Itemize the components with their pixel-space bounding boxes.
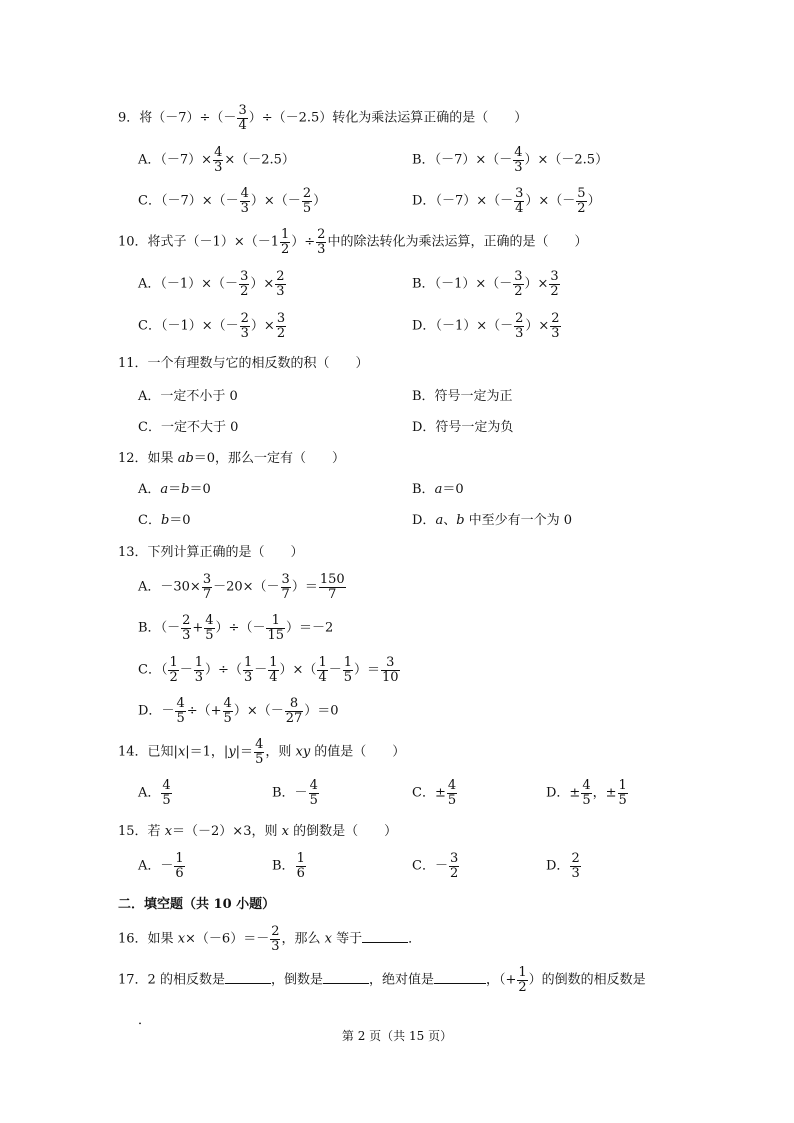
q14-option-a[interactable]: A． $\frac{4}{5}$ [138,778,171,808]
q10-option-a[interactable]: A．（－1）×（－ $\frac{3}{2}$ ）× $\frac{2}{3}$ [138,269,285,299]
q10-option-c[interactable]: C．（－1）×（－ $\frac{2}{3}$ ）× $\frac{3}{2}$ [138,311,286,341]
q9-option-a[interactable]: A．（－7）× $\frac{4}{3}$ ×（－2.5） [138,145,295,175]
question-15: 15．若 x＝（－2）×3，则 x 的倒数是（ ） [118,824,398,839]
question-14: 14．已知|x|＝1，|y|＝ $\frac{4}{5}$ ，则 xy 的值是（ ） [118,737,406,767]
question-13: 13．下列计算正确的是（ ） [118,545,304,560]
q11-option-d[interactable]: D．符号一定为负 [412,420,514,435]
page-footer: 第 2 页（共 15 页） [341,1029,453,1043]
question-16: 16．如果 x×（－6）＝－ $\frac{2}{3}$ ，那么 x 等于 ． [118,924,422,954]
question-9 [118,104,527,132]
question-12: 12．如果 ab＝0，那么一定有（ ） [118,451,346,466]
question-11: 11．一个有理数与它的相反数的积（ ） [118,356,369,371]
section-heading: 二．填空题（共 10 小题） [118,897,276,912]
q11-option-b[interactable]: B．符号一定为正 [412,389,513,404]
q13-option-b[interactable]: B．（－ $\frac{2}{3}$ + $\frac{4}{5}$ ）÷（－ $\frac{1}{15}$ ）＝－2 [138,613,334,643]
q9-stem-b: ）÷（－2.5）转化为乘法运算正确的是（ ） [248,110,528,126]
q14-option-d[interactable]: D．± $\frac{4}{5}$ ，± $\frac{1}{5}$ [546,778,627,808]
q9-option-c[interactable]: C．（－7）×（－ $\frac{4}{3}$ ）×（－ $\frac{2}{5}$ ） [138,186,327,216]
q11-option-a[interactable]: A．一定不小于 0 [138,389,238,404]
q9-fraction: $\frac{3}{4}$ [238,103,247,133]
q10-option-d[interactable]: D．（－1）×（－ $\frac{2}{3}$ ）× $\frac{2}{3}$ [412,311,560,341]
q15-option-d[interactable]: D． $\frac{2}{3}$ [546,851,580,881]
q13-option-c[interactable]: C．（ $\frac{1}{2}$ － $\frac{1}{3}$ ）÷（ $\frac{1}{3}$ － $\frac{1}{4}$ ）×（ $\frac{1}{4}$ － $\frac{1}{5}$ ）＝ $\frac{3}{10}$ [138,655,399,685]
question-10: 10．将式子（－1）×（－1 $\frac{1}{2}$ ）÷ $\frac{2}{3}$ 中的除法转化为乘法运算，正确的是（ ） [118,227,588,257]
q15-option-b[interactable]: B． $\frac{1}{6}$ [272,851,305,881]
q14-option-c[interactable]: C．± $\frac{4}{5}$ [412,778,457,808]
q9-option-b[interactable]: B．（－7）×（－ $\frac{4}{3}$ ）×（－2.5） [412,145,609,175]
q9-option-d[interactable]: D．（－7）×（－ $\frac{3}{4}$ ）×（－ $\frac{5}{2}$ ） [412,186,601,216]
answer-blank[interactable] [362,930,408,943]
q13-option-a[interactable]: A．－30× $\frac{3}{7}$ －20×（－ $\frac{3}{7}$ ）＝ $\frac{150}{7}$ [138,572,345,602]
q12-option-b[interactable]: B．a＝0 [412,482,464,497]
question-17: 17．2 的相反数是 ，倒数是 ，绝对值是 ，（+ $\frac{1}{2}$ ）的倒数的相反数是 [118,965,646,995]
q15-option-a[interactable]: A．－ $\frac{1}{6}$ [138,851,184,881]
q14-option-b[interactable]: B．－ $\frac{4}{5}$ [272,778,318,808]
q12-option-c[interactable]: C．b＝0 [138,513,191,528]
q9-stem-a: 9．将（－7）÷（－ [118,110,237,126]
q15-option-c[interactable]: C．－ $\frac{3}{2}$ [412,851,459,881]
answer-blank[interactable] [225,971,271,984]
q13-option-d[interactable]: D．－ $\frac{4}{5}$ ÷（+ $\frac{4}{5}$ ）×（－ $\frac{8}{27}$ ）＝0 [138,696,339,726]
q17-end-period: ． [138,1013,152,1028]
answer-blank[interactable] [323,971,369,984]
q12-option-d[interactable]: D．a、b 中至少有一个为 0 [412,513,573,528]
q10-option-b[interactable]: B．（－1）×（－ $\frac{3}{2}$ ）× $\frac{3}{2}$ [412,269,559,299]
answer-blank[interactable] [434,971,486,984]
q10-mixed-fraction: $\frac{1}{2}$ [280,227,290,257]
q12-option-a[interactable]: A．a＝b＝0 [138,482,211,497]
q11-option-c[interactable]: C．一定不大于 0 [138,420,239,435]
